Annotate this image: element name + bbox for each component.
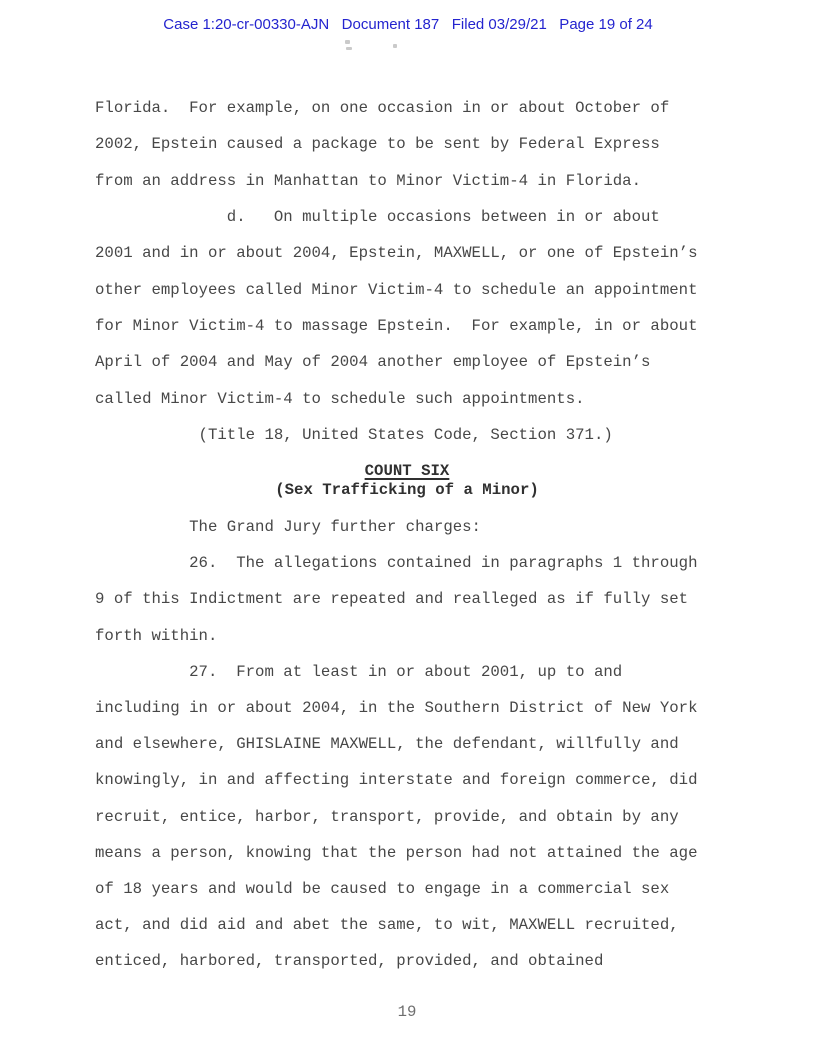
body-line: d. On multiple occasions between in or about [95, 208, 660, 226]
page-number: 19 [397, 1003, 417, 1021]
body-line: 9 of this Indictment are repeated and realleged as if fully set [95, 590, 689, 608]
ecf-header-stamp: Case 1:20-cr-00330-AJN Document 187 Filed 03/29/21 Page 19 of 24 [163, 16, 653, 33]
scan-artifact [393, 44, 397, 48]
body-line: called Minor Victim-4 to schedule such appointments. [95, 390, 585, 408]
body-line: means a person, knowing that the person had not attained the age [95, 844, 698, 862]
body-line: including in or about 2004, in the Southern District of New York [95, 699, 698, 717]
body-line: act, and did aid and abet the same, to wit, MAXWELL recruited, [95, 916, 679, 934]
body-line: 2002, Epstein caused a package to be sent by Federal Express [95, 135, 660, 153]
count-subtitle: (Sex Trafficking of a Minor) [275, 481, 539, 499]
body-line: 26. The allegations contained in paragraphs 1 through [95, 554, 698, 572]
body-line: knowingly, in and affecting interstate and foreign commerce, did [95, 771, 698, 789]
scan-artifact [346, 47, 352, 50]
body-line: for Minor Victim-4 to massage Epstein. For example, in or about [95, 317, 698, 335]
body-line: forth within. [95, 627, 218, 645]
body-line: The Grand Jury further charges: [95, 518, 481, 536]
body-line: of 18 years and would be caused to engage in a commercial sex [95, 880, 670, 898]
statute-citation: (Title 18, United States Code, Section 371.) [95, 426, 613, 444]
body-line: enticed, harbored, transported, provided, and obtained [95, 952, 604, 970]
body-line: from an address in Manhattan to Minor Victim-4 in Florida. [95, 172, 642, 190]
body-line: 2001 and in or about 2004, Epstein, MAXWELL, or one of Epstein’s [95, 244, 698, 262]
body-line: April of 2004 and May of 2004 another employee of Epstein’s [95, 353, 651, 371]
count-heading: COUNT SIX [364, 462, 450, 480]
body-line: 27. From at least in or about 2001, up to and [95, 663, 623, 681]
scan-artifact [345, 40, 350, 44]
body-line: Florida. For example, on one occasion in or about October of [95, 99, 670, 117]
body-line: recruit, entice, harbor, transport, provide, and obtain by any [95, 808, 679, 826]
body-line: other employees called Minor Victim-4 to schedule an appointment [95, 281, 698, 299]
body-line: and elsewhere, GHISLAINE MAXWELL, the defendant, willfully and [95, 735, 679, 753]
